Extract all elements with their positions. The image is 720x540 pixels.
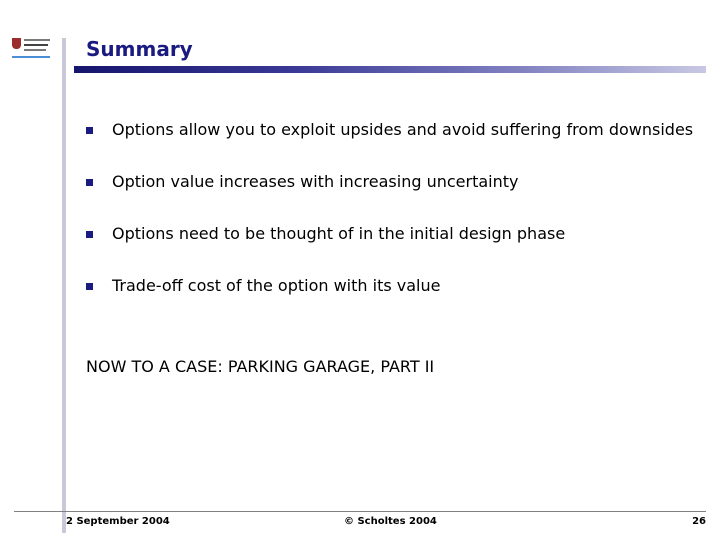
- left-vertical-bar: [62, 38, 66, 533]
- square-bullet-icon: [86, 127, 93, 134]
- footer-page-number: 26: [692, 516, 706, 527]
- case-heading: NOW TO A CASE: PARKING GARAGE, PART II: [86, 357, 435, 376]
- slide-title: Summary: [86, 37, 193, 61]
- university-logo: [10, 36, 54, 62]
- footer-date: 2 September 2004: [66, 516, 170, 527]
- bullet-text: Option value increases with increasing uncertainty: [112, 172, 519, 191]
- bullet-text: Options allow you to exploit upsides and avoid suffering from downsides: [112, 120, 694, 139]
- footer-divider: [14, 511, 706, 512]
- bullet-text: Options need to be thought of in the initial design phase: [112, 224, 566, 243]
- bullet-text: Trade-off cost of the option with its value: [112, 276, 441, 295]
- square-bullet-icon: [86, 231, 93, 238]
- crest-icon: [12, 38, 21, 49]
- square-bullet-icon: [86, 283, 93, 290]
- square-bullet-icon: [86, 179, 93, 186]
- footer-copyright: © Scholtes 2004: [344, 516, 437, 527]
- title-gradient-rule: [74, 66, 706, 73]
